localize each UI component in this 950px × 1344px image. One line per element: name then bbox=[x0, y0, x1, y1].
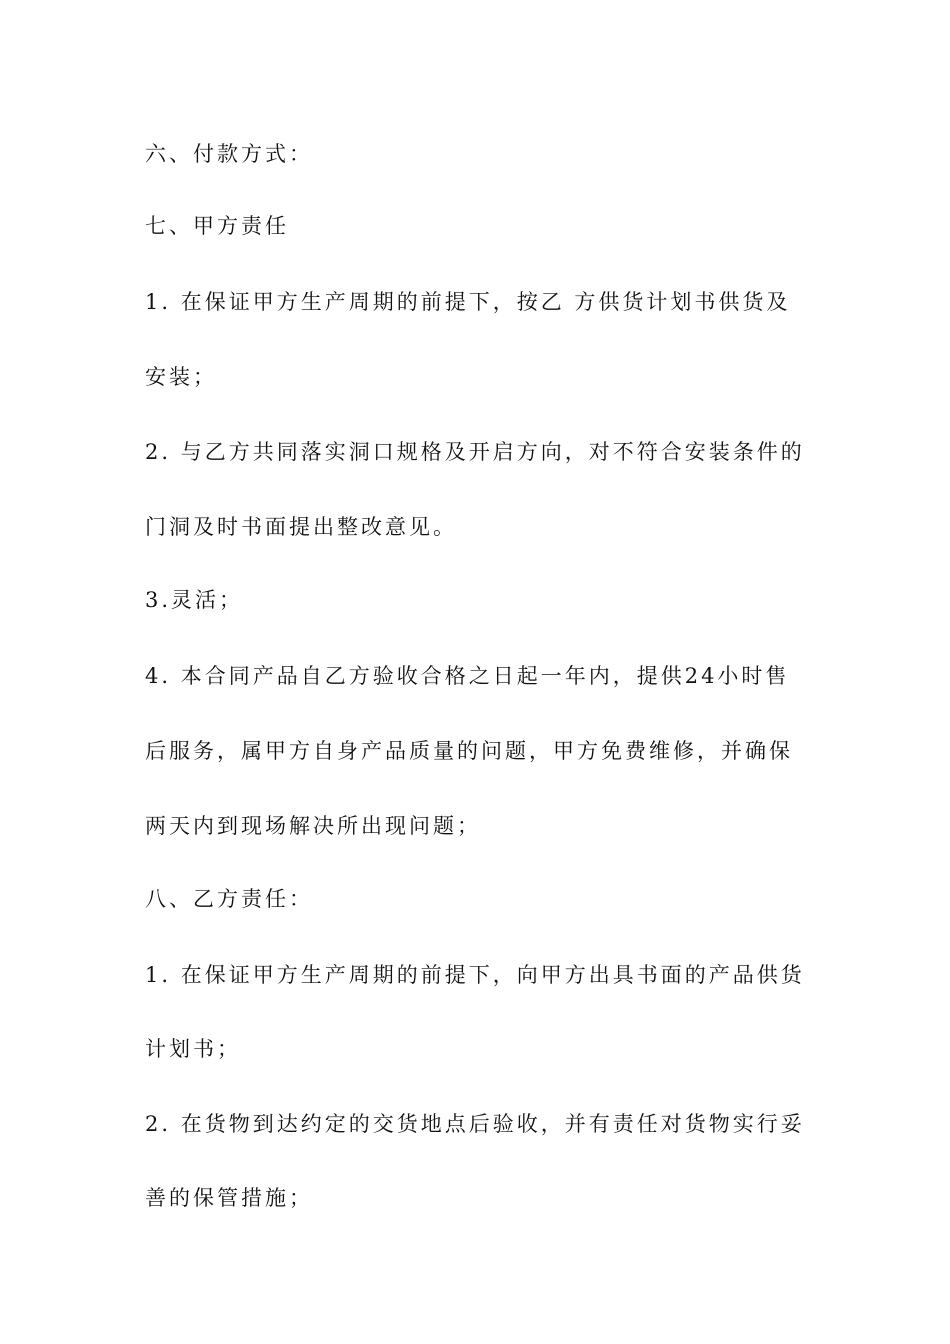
paragraph-line: 3.灵活； bbox=[145, 588, 244, 612]
paragraph-line: 门洞及时书面提出整改意见。 bbox=[145, 515, 457, 539]
paragraph-line: 1. 在保证甲方生产周期的前提下，向甲方出具书面的产品供货 bbox=[145, 963, 805, 987]
paragraph-line: 善的保管措施； bbox=[145, 1186, 313, 1210]
paragraph-line: 计划书； bbox=[145, 1037, 241, 1061]
paragraph-line: 4. 本合同产品自乙方验收合格之日起一年内，提供24小时售 bbox=[145, 664, 790, 688]
paragraph-line: 1. 在保证甲方生产周期的前提下，按乙 方供货计划书供货及 bbox=[145, 290, 791, 314]
section-8-heading: 八、乙方责任： bbox=[145, 887, 313, 911]
paragraph-line: 两天内到现场解决所出现问题； bbox=[145, 814, 481, 838]
paragraph-line: 安装； bbox=[145, 365, 217, 389]
paragraph-line: 2. 在货物到达约定的交货地点后验收，并有责任对货物实行妥 bbox=[145, 1112, 805, 1136]
paragraph-line: 2. 与乙方共同落实洞口规格及开启方向，对不符合安装条件的 bbox=[145, 440, 805, 464]
paragraph-line: 后服务，属甲方自身产品质量的问题，甲方免费维修，并确保 bbox=[145, 739, 793, 763]
section-6-heading: 六、付款方式： bbox=[145, 142, 313, 166]
section-7-heading: 七、甲方责任 bbox=[145, 214, 289, 238]
